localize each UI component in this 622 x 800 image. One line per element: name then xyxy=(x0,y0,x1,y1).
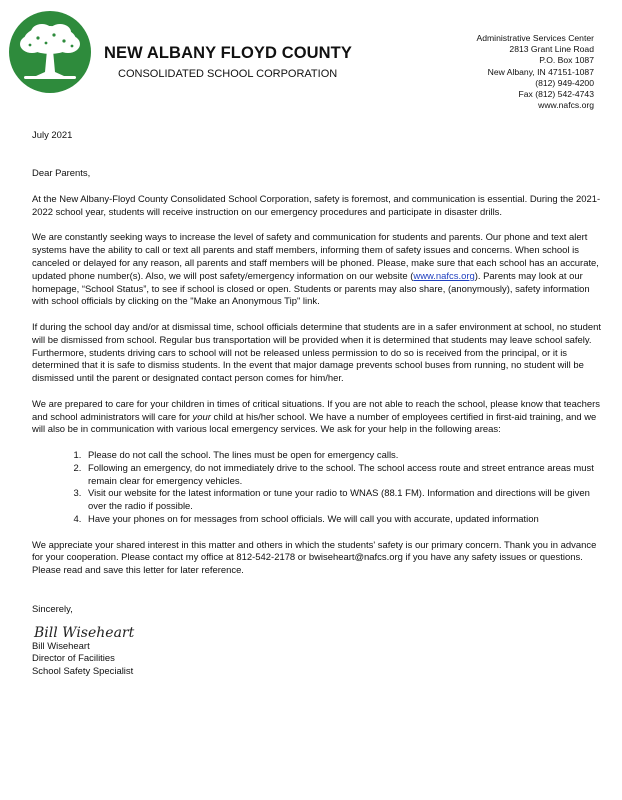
paragraph-4-text-continued: child at his/her school. We have a number of employees certified in first-aid training, and we will also be in communication with various local emergency services. We ask for your help in the following areas: xyxy=(32,411,597,436)
help-list xyxy=(32,450,602,527)
fax-line: Fax (812) 542-4743 xyxy=(518,89,594,100)
signer-block xyxy=(32,641,602,678)
address-line: Administrative Services Center xyxy=(476,33,594,43)
paragraph-3: If during the school day and/or at dismissal time, school officials determine that students are in a safer environment at school, no student will be dismissed from school. Regular bus transportation will be provided when it is determined that students may leave school safely. Furthermore, students driving cars to school will not be released unless permission to do so is received from the principal, or it is determined that it is safe to dismiss students. In the event that major damage prevents school buses from running, no student will be dismissed until the parent or designated contact person comes for him/her. xyxy=(32,321,602,385)
paragraph-1: At the New Albany-Floyd County Consolidated School Corporation, safety is foremost, and communication is essential. During the 2021-2022 school year, students will receive instruction on our emergency procedures and participate in disaster drills. xyxy=(32,193,601,218)
list-item: 3. Visit our website for the latest information or tune your radio to WNAS (88.1 FM). Information and directions will be given over the radio if possible. xyxy=(84,488,602,514)
organization-name: NEW ALBANY FLOYD COUNTY xyxy=(104,44,352,62)
signer-name: Bill Wiseheart xyxy=(32,640,90,652)
paragraph-4 xyxy=(32,399,602,437)
letter-date: July 2021 xyxy=(32,130,73,141)
paragraph-2-text: We are constantly seeking ways to increase the level of safety and communication for students and parents. Our phone and text alert systems have the ability to call or text all parents and staff members, informing them of safety issues and concerns. When school is canceled or delayed for any reason, all parents and staff members will be phoned. Please, make sure that each school has an accurate, updated phone number(s). Also, we will post safety/emergency information on our website ( xyxy=(32,232,599,282)
paragraph-4-text: We are prepared to care for your children in times of critical situations. If you are not able to reach the school, please know that teachers and school administrators will care for xyxy=(32,398,600,423)
signer-title: School Safety Specialist xyxy=(32,665,134,677)
signer-title: Director of Facilities xyxy=(32,653,115,665)
website-link[interactable]: www.nafcs.org xyxy=(413,270,475,282)
tree-logo-icon xyxy=(8,10,92,94)
address-line: New Albany, IN 47151-1087 xyxy=(487,66,594,77)
salutation: Dear Parents, xyxy=(32,168,91,180)
handwritten-signature xyxy=(32,619,602,643)
organization-subtitle: CONSOLIDATED SCHOOL CORPORATION xyxy=(118,68,338,80)
closing: Sincerely, xyxy=(32,603,73,615)
paragraph-5: We appreciate your shared interest in this matter and others in which the students' safety is our primary concern. Thank you in advance for your cooperation. Please contact my office at 812-542-2178 or bwiseheart@nafcs.org if you have any safety issues or questions. Please read and save this letter for later reference. xyxy=(32,539,597,577)
signature-text: Bill Wiseheart xyxy=(34,624,135,641)
website-line: www.nafcs.org xyxy=(538,100,594,111)
address-line: P.O. Box 1087 xyxy=(539,55,594,66)
address-line: 2813 Grant Line Road xyxy=(509,44,594,55)
paragraph-2-text-continued: ). Parents may look at our homepage, “School Status”, to see if school is closed or open. Students or parents may also share, (anonymously), safety information with school officials by clicking on the "Make an Anonymous Tip" link. xyxy=(32,270,590,308)
list-item: 1. Please do not call the school. The lines must be open for emergency calls. xyxy=(84,450,602,463)
address-block xyxy=(477,33,595,111)
paragraph-2 xyxy=(32,232,602,309)
letter-body xyxy=(32,130,602,678)
list-item: 2. Following an emergency, do not immediately drive to the school. The school access route and street entrance areas must remain clear for emergency vehicles. xyxy=(84,463,602,489)
emphasis-text: your xyxy=(192,411,211,423)
list-item: 4. Have your phones on for messages from school officials. We will call you with accurate, updated information xyxy=(84,514,602,527)
phone-line: (812) 949-4200 xyxy=(535,77,594,88)
